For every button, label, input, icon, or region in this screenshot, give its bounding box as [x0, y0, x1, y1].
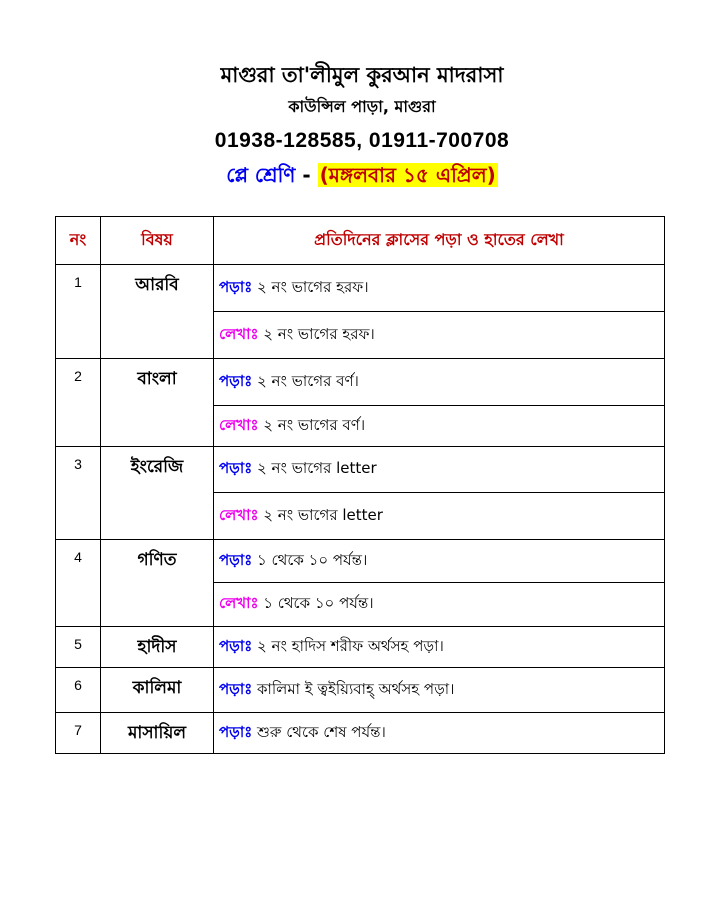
write-text: ১ থেকে ১০ পর্যন্ত।	[258, 594, 374, 612]
header-no: নং	[56, 217, 101, 265]
row-number: 1	[56, 265, 101, 359]
school-address: কাউন্সিল পাড়া, মাগুরা	[288, 97, 436, 116]
row-number: 4	[56, 540, 101, 627]
read-label: পড়াঃ	[219, 277, 253, 296]
read-label: পড়াঃ	[219, 722, 253, 741]
date-highlight: (মঙ্গলবার ১৫ এপ্রিল)	[319, 163, 496, 187]
row-subject: ইংরেজি	[101, 447, 214, 540]
read-text: ২ নং হাদিস শরীফ অর্থসহ পড়া।	[252, 636, 444, 655]
writing-cell	[214, 583, 665, 627]
read-label: পড়াঃ	[219, 550, 253, 569]
reading-cell	[214, 540, 665, 583]
writing-cell	[214, 312, 665, 359]
row-number: 3	[56, 447, 101, 540]
writing-cell	[214, 406, 665, 447]
read-text: ২ নং ভাগের হরফ।	[252, 277, 369, 296]
row-number: 2	[56, 359, 101, 447]
read-label: পড়াঃ	[219, 459, 253, 477]
writing-cell	[214, 493, 665, 540]
row-number: 5	[56, 627, 101, 668]
write-label: লেখাঃ	[219, 505, 259, 524]
table-row	[56, 540, 665, 583]
table-row	[56, 713, 665, 754]
read-text: ২ নং ভাগের বর্ণ।	[252, 371, 359, 390]
write-label: লেখাঃ	[219, 594, 259, 612]
row-subject: আরবি	[101, 265, 214, 359]
write-label: লেখাঃ	[219, 415, 259, 434]
reading-cell	[214, 713, 665, 754]
row-subject: গণিত	[101, 540, 214, 627]
phone-numbers: 01938-128585, 01911-700708	[214, 129, 510, 152]
document-header	[0, 58, 724, 190]
reading-cell	[214, 359, 665, 406]
row-number: 7	[56, 713, 101, 754]
table-row	[56, 359, 665, 406]
write-label: লেখাঃ	[219, 324, 259, 343]
write-text: ২ নং ভাগের বর্ণ।	[258, 415, 366, 434]
class-name: প্লে শ্রেণি	[226, 163, 296, 187]
row-subject: কালিমা	[101, 668, 214, 713]
read-text: শুরু থেকে শেষ পর্যন্ত।	[252, 722, 386, 741]
routine-table	[55, 216, 665, 754]
school-name: মাগুরা তা'লীমুল কুরআন মাদরাসা	[220, 63, 504, 87]
read-text: ২ নং ভাগের letter	[252, 459, 377, 477]
read-text: কালিমা ই ত্বইয়্যিবাহ্ অর্থসহ পড়া।	[252, 679, 455, 698]
row-subject: হাদীস	[101, 627, 214, 668]
header-subject: বিষয়	[101, 217, 214, 265]
table-header-row	[56, 217, 665, 265]
write-text: ২ নং ভাগের হরফ।	[258, 324, 375, 343]
reading-cell	[214, 265, 665, 312]
read-label: পড়াঃ	[219, 371, 253, 390]
reading-cell	[214, 627, 665, 668]
table-row	[56, 627, 665, 668]
separator: -	[295, 163, 318, 187]
write-text: ২ নং ভাগের letter	[258, 505, 383, 524]
read-label: পড়াঃ	[219, 636, 253, 655]
header-lesson: প্রতিদিনের ক্লাসের পড়া ও হাতের লেখা	[214, 217, 665, 265]
table-row	[56, 265, 665, 312]
read-label: পড়াঃ	[219, 679, 253, 698]
row-subject: মাসায়িল	[101, 713, 214, 754]
row-subject: বাংলা	[101, 359, 214, 447]
read-text: ১ থেকে ১০ পর্যন্ত।	[252, 550, 368, 569]
table-row	[56, 668, 665, 713]
table-row	[56, 447, 665, 493]
reading-cell	[214, 668, 665, 713]
reading-cell	[214, 447, 665, 493]
class-date-line	[0, 160, 724, 190]
row-number: 6	[56, 668, 101, 713]
